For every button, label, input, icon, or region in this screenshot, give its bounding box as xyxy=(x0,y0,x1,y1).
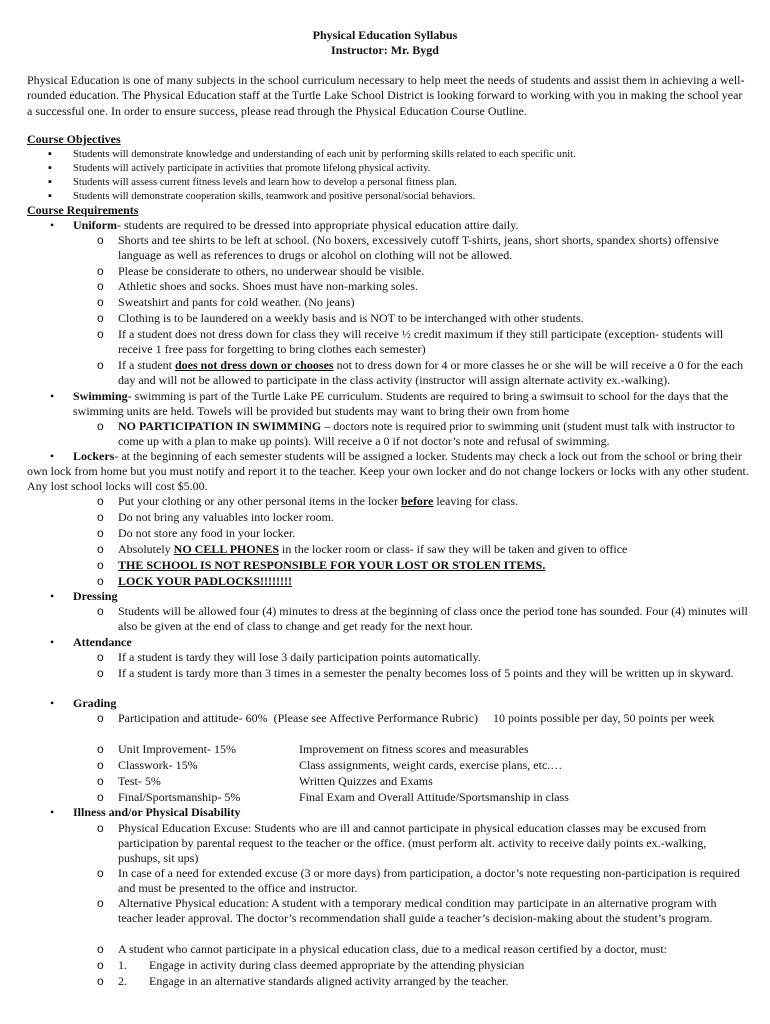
objective-item: Students will demonstrate cooperation skills, teamwork and positive personal/social behaviors. xyxy=(73,191,476,202)
bullet-open-icon: o xyxy=(97,666,104,680)
grading-item: Unit Improvement- 15% xyxy=(118,742,236,756)
bullet-open-icon: o xyxy=(97,279,104,293)
bullet-open-icon: o xyxy=(97,790,104,804)
swimming-item: NO PARTICIPATION IN SWIMMING – doctors note is required prior to swimming unit (student must talk with instructor to come up with a plan to make up points). Will receive a 0 if not doctor’s note and refusal of swimming. xyxy=(118,419,735,449)
grading-item: Final/Sportsmanship- 5% xyxy=(118,790,241,804)
lockers-section: Lockers- at the beginning of each semester students will be assigned a locker. Students may check a lock out from the school or bring their own lock from home but you must notify and report it to the teacher. Keep your own locker and do not change lockers or locks with any other student. Any lost school locks will cost $5.00. xyxy=(27,449,749,494)
objectives-heading: Course Objectives xyxy=(27,132,121,146)
bullet-filled-icon: ▪ xyxy=(48,190,52,202)
lockers-item: Do not store any food in your locker. xyxy=(118,526,296,540)
uniform-item: Clothing is to be laundered on a weekly basis and is NOT to be interchanged with other students. xyxy=(118,311,584,325)
numbered-marker: 2. xyxy=(118,974,127,988)
attendance-item: If a student is tardy they will lose 3 daily participation points automatically. xyxy=(118,650,481,664)
bullet-open-icon: o xyxy=(97,327,104,341)
requirements-heading: Course Requirements xyxy=(27,203,139,217)
bullet-open-icon: o xyxy=(97,650,104,664)
grading-participation: Participation and attitude- 60% (Please see Affective Performance Rubric) 10 points possible per day, 50 points per week xyxy=(118,711,715,725)
bullet-open-icon: o xyxy=(97,942,104,956)
illness-item: A student who cannot participate in a physical education class, due to a medical reason certified by a doctor, must: xyxy=(118,942,668,956)
bullet-filled-icon: • xyxy=(50,589,55,603)
lockers-label: Lockers xyxy=(73,449,115,463)
bullet-filled-icon: • xyxy=(50,449,55,463)
numbered-marker: 1. xyxy=(118,958,127,972)
grading-description: Class assignments, weight cards, exercise plans, etc.… xyxy=(299,758,563,772)
objective-item: Students will assess current fitness levels and learn how to develop a personal fitness plan. xyxy=(73,177,457,188)
swimming-label: Swimming xyxy=(73,389,128,403)
uniform-item: If a student does not dress down for class they will receive ½ credit maximum if they still participate (exception- students will receive 1 free pass for forgetting to bring clothes each semester) xyxy=(118,327,724,357)
bullet-filled-icon: • xyxy=(50,635,55,649)
bullet-open-icon: o xyxy=(97,419,104,433)
bullet-open-icon: o xyxy=(97,233,104,247)
bullet-open-icon: o xyxy=(97,358,104,372)
bullet-open-icon: o xyxy=(97,574,104,588)
bullet-open-icon: o xyxy=(97,542,104,556)
bullet-open-icon: o xyxy=(97,866,104,880)
uniform-item: Shorts and tee shirts to be left at school. (No boxers, excessively cutoff T-shirts, jeans, short shorts, spandex shorts) offensive language as well as references to drugs or alcohol on clothing will not be allowed. xyxy=(118,233,719,263)
objective-item: Students will demonstrate knowledge and understanding of each unit by performing skills related to each specific unit. xyxy=(73,149,576,160)
bullet-filled-icon: • xyxy=(50,696,55,710)
grading-description: Improvement on fitness scores and measurables xyxy=(299,742,529,756)
lockers-padlock-warning: LOCK YOUR PADLOCKS!!!!!!!! xyxy=(118,574,292,588)
lockers-item: Do not bring any valuables into locker room. xyxy=(118,510,334,524)
bullet-open-icon: o xyxy=(97,264,104,278)
grading-description: Written Quizzes and Exams xyxy=(299,774,433,788)
bullet-open-icon: o xyxy=(97,758,104,772)
numbered-item: Engage in an alternative standards aligned activity arranged by the teacher. xyxy=(149,974,509,988)
bullet-open-icon: o xyxy=(97,958,104,972)
bullet-open-icon: o xyxy=(97,974,104,988)
bullet-open-icon: o xyxy=(97,821,104,835)
bullet-open-icon: o xyxy=(97,295,104,309)
attendance-label: Attendance xyxy=(73,635,132,649)
illness-item: Alternative Physical education: A student with a temporary medical condition may participate in an alternative program with teacher leader approval. The doctor’s recommendation shall guide a teacher’s decision-making about the student’s program. xyxy=(118,896,717,926)
dressing-label: Dressing xyxy=(73,589,118,603)
bullet-open-icon: o xyxy=(97,526,104,540)
swimming-section: Swimming- swimming is part of the Turtle Lake PE curriculum. Students are required to bring a swimsuit to school for the days that the swimming units are held. Towels will be provided but students may want to bring their own from home xyxy=(73,389,729,419)
grading-item: Test- 5% xyxy=(118,774,161,788)
illness-item: Physical Education Excuse: Students who are ill and cannot participate in physical education classes may be excused from participation by parental request to the teacher or the office. (must perform alt. activity to receive daily points ex.-walking, pushups, sit ups) xyxy=(118,821,707,866)
uniform-item: Sweatshirt and pants for cold weather. (No jeans) xyxy=(118,295,355,309)
bullet-open-icon: o xyxy=(97,604,104,618)
lockers-warning: THE SCHOOL IS NOT RESPONSIBLE FOR YOUR LOST OR STOLEN ITEMS. xyxy=(118,558,546,572)
uniform-section xyxy=(73,218,748,233)
bullet-filled-icon: • xyxy=(50,218,55,232)
attendance-item: If a student is tardy more than 3 times in a semester the penalty becomes loss of 5 points and they will be written up in skyward. xyxy=(118,666,734,680)
uniform-item-no-dress: If a student does not dress down or chooses not to dress down for 4 or more classes he or she will be will receive a 0 for the each day and will not be allowed to participate in the class activity (instructor will assign alternate activity ex.-walking). xyxy=(118,358,744,388)
document-title: Physical Education Syllabus xyxy=(312,28,458,42)
numbered-item: Engage in activity during class deemed appropriate by the attending physician xyxy=(149,958,525,972)
bullet-filled-icon: ▪ xyxy=(48,162,52,174)
lockers-item: Absolutely NO CELL PHONES in the locker room or class- if saw they will be taken and given to office xyxy=(118,542,628,556)
grading-description: Final Exam and Overall Attitude/Sportsmanship in class xyxy=(299,790,569,804)
bullet-open-icon: o xyxy=(97,711,104,725)
bullet-filled-icon: ▪ xyxy=(48,176,52,188)
bullet-open-icon: o xyxy=(97,510,104,524)
uniform-item: Athletic shoes and socks. Shoes must have non-marking soles. xyxy=(118,279,418,293)
bullet-filled-icon: • xyxy=(50,805,55,819)
bullet-open-icon: o xyxy=(97,742,104,756)
uniform-item: Please be considerate to others, no underwear should be visible. xyxy=(118,264,425,278)
uniform-text: - students are required to be dressed into appropriate physical education attire daily. xyxy=(117,218,519,232)
illness-label: Illness and/or Physical Disability xyxy=(73,805,241,819)
bullet-open-icon: o xyxy=(97,896,104,910)
lockers-item: Put your clothing or any other personal items in the locker before leaving for class. xyxy=(118,494,519,508)
instructor-line: Instructor: Mr. Bygd xyxy=(331,43,439,57)
bullet-filled-icon: ▪ xyxy=(48,148,52,160)
bullet-open-icon: o xyxy=(97,311,104,325)
grading-item: Classwork- 15% xyxy=(118,758,198,772)
bullet-open-icon: o xyxy=(97,494,104,508)
grading-label: Grading xyxy=(73,696,117,710)
intro-paragraph: Physical Education is one of many subjects in the school curriculum necessary to help meet the needs of students and assist them in achieving a well-rounded education. The Physical Education staff at the Turtle Lake School District is looking forward to working with you in making the school year a successful one. In order to ensure success, please read through the Physical Education Course Outline. xyxy=(27,73,745,118)
bullet-open-icon: o xyxy=(97,558,104,572)
bullet-filled-icon: • xyxy=(50,389,55,403)
uniform-label: Uniform xyxy=(73,218,117,232)
bullet-open-icon: o xyxy=(97,774,104,788)
illness-item: In case of a need for extended excuse (3 or more days) from participation, a doctor’s note requesting non-participation is required and must be presented to the office and instructor. xyxy=(118,866,740,896)
objective-item: Students will actively participate in activities that promote lifelong physical activity. xyxy=(73,163,431,174)
dressing-item: Students will be allowed four (4) minutes to dress at the beginning of class once the period tone has sounded. Four (4) minutes will also be given at the end of class to change and get ready for the next hour. xyxy=(118,604,748,634)
